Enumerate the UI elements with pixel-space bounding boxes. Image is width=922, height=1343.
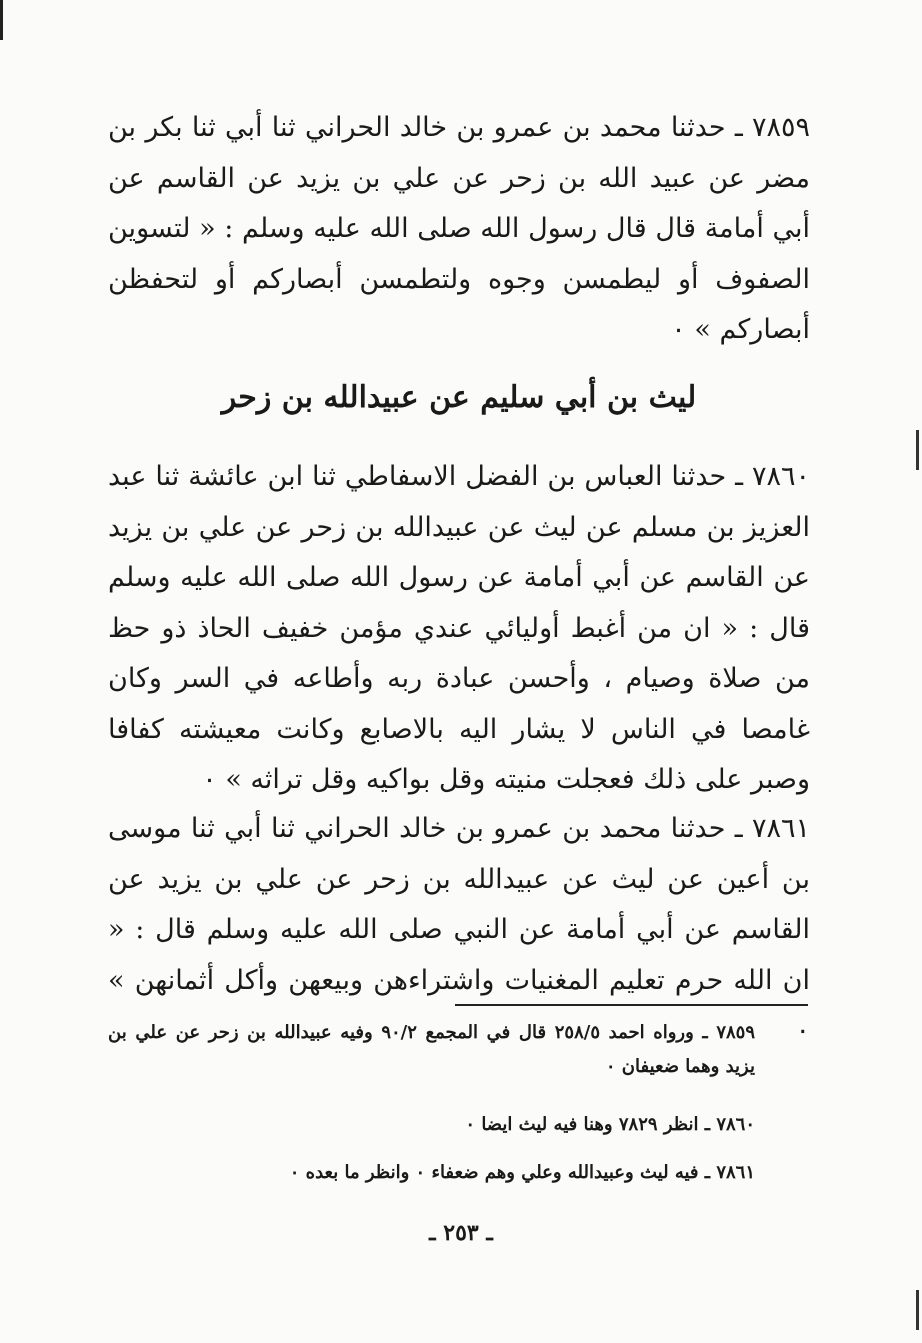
footnote-divider	[455, 1004, 808, 1006]
footnote-7860: ٧٨٦٠ ـ انظر ٧٨٢٩ وهنا فيه ليث ايضا ٠	[465, 1114, 755, 1135]
footnote-7861: ٧٨٦١ ـ فيه ليث وعبيدالله وعلي وهم ضعفاء ٠ وانظر ما بعده ٠	[289, 1162, 755, 1183]
section-heading: ليث بن أبي سليم عن عبيدالله بن زحر	[221, 380, 697, 415]
hadith-7860: ٧٨٦٠ ـ حدثنا العباس بن الفضل الاسفاطي ثنا ابن عائشة ثنا عبد العزيز بن مسلم عن ليث عن عبيدالله بن زحر عن علي بن يزيد عن القاسم عن أبي أمامة عن رسول الله صلى الله عليه وسلم قال : « ان من أغبط أوليائي عندي مؤمن خفيف الحاذ ذو حظ من صلاة وصيام ، وأحسن عبادة ربه وأطاعه في السر وكان غامصا في الناس لا يشار اليه بالاصابع وكانت معيشته كفافا وصبر على ذلك فعجلت منيته وقل بواكيه وقل تراثه » ٠	[108, 461, 810, 795]
scan-edge-mark-right	[916, 430, 919, 470]
hadith-7861: ٧٨٦١ ـ حدثنا محمد بن عمرو بن خالد الحراني ثنا أبي ثنا موسى بن أعين عن ليث عن عبيدالله بن زحر عن علي بن يزيد عن القاسم عن أبي أمامة عن النبي صلى الله عليه وسلم قال : « ان الله حرم تعليم المغنيات واشتراءهن وبيعهن وأكل أثمانهن » ٠	[108, 813, 810, 1046]
hadith-7859: ٧٨٥٩ ـ حدثنا محمد بن عمرو بن خالد الحراني ثنا أبي ثنا بكر بن مضر عن عبيد الله بن زحر عن علي بن يزيد عن القاسم عن أبي أمامة قال قال رسول الله صلى الله عليه وسلم : « لتسوين الصفوف أو ليطمسن وجوه ولتطمسن أبصاركم أو لتحفظن أبصاركم » ٠	[108, 112, 810, 345]
scan-edge-mark	[0, 0, 3, 40]
footnote-7859: ٧٨٥٩ ـ ورواه احمد ٢٥٨/٥ قال في المجمع ٩٠/٢ وفيه عبيدالله بن زحر عن علي بن يزيد وهما ضعيفان ٠	[108, 1022, 755, 1077]
page-number: ـ ٢٥٣ ـ	[429, 1220, 493, 1246]
scan-edge-mark-right	[916, 1290, 919, 1330]
